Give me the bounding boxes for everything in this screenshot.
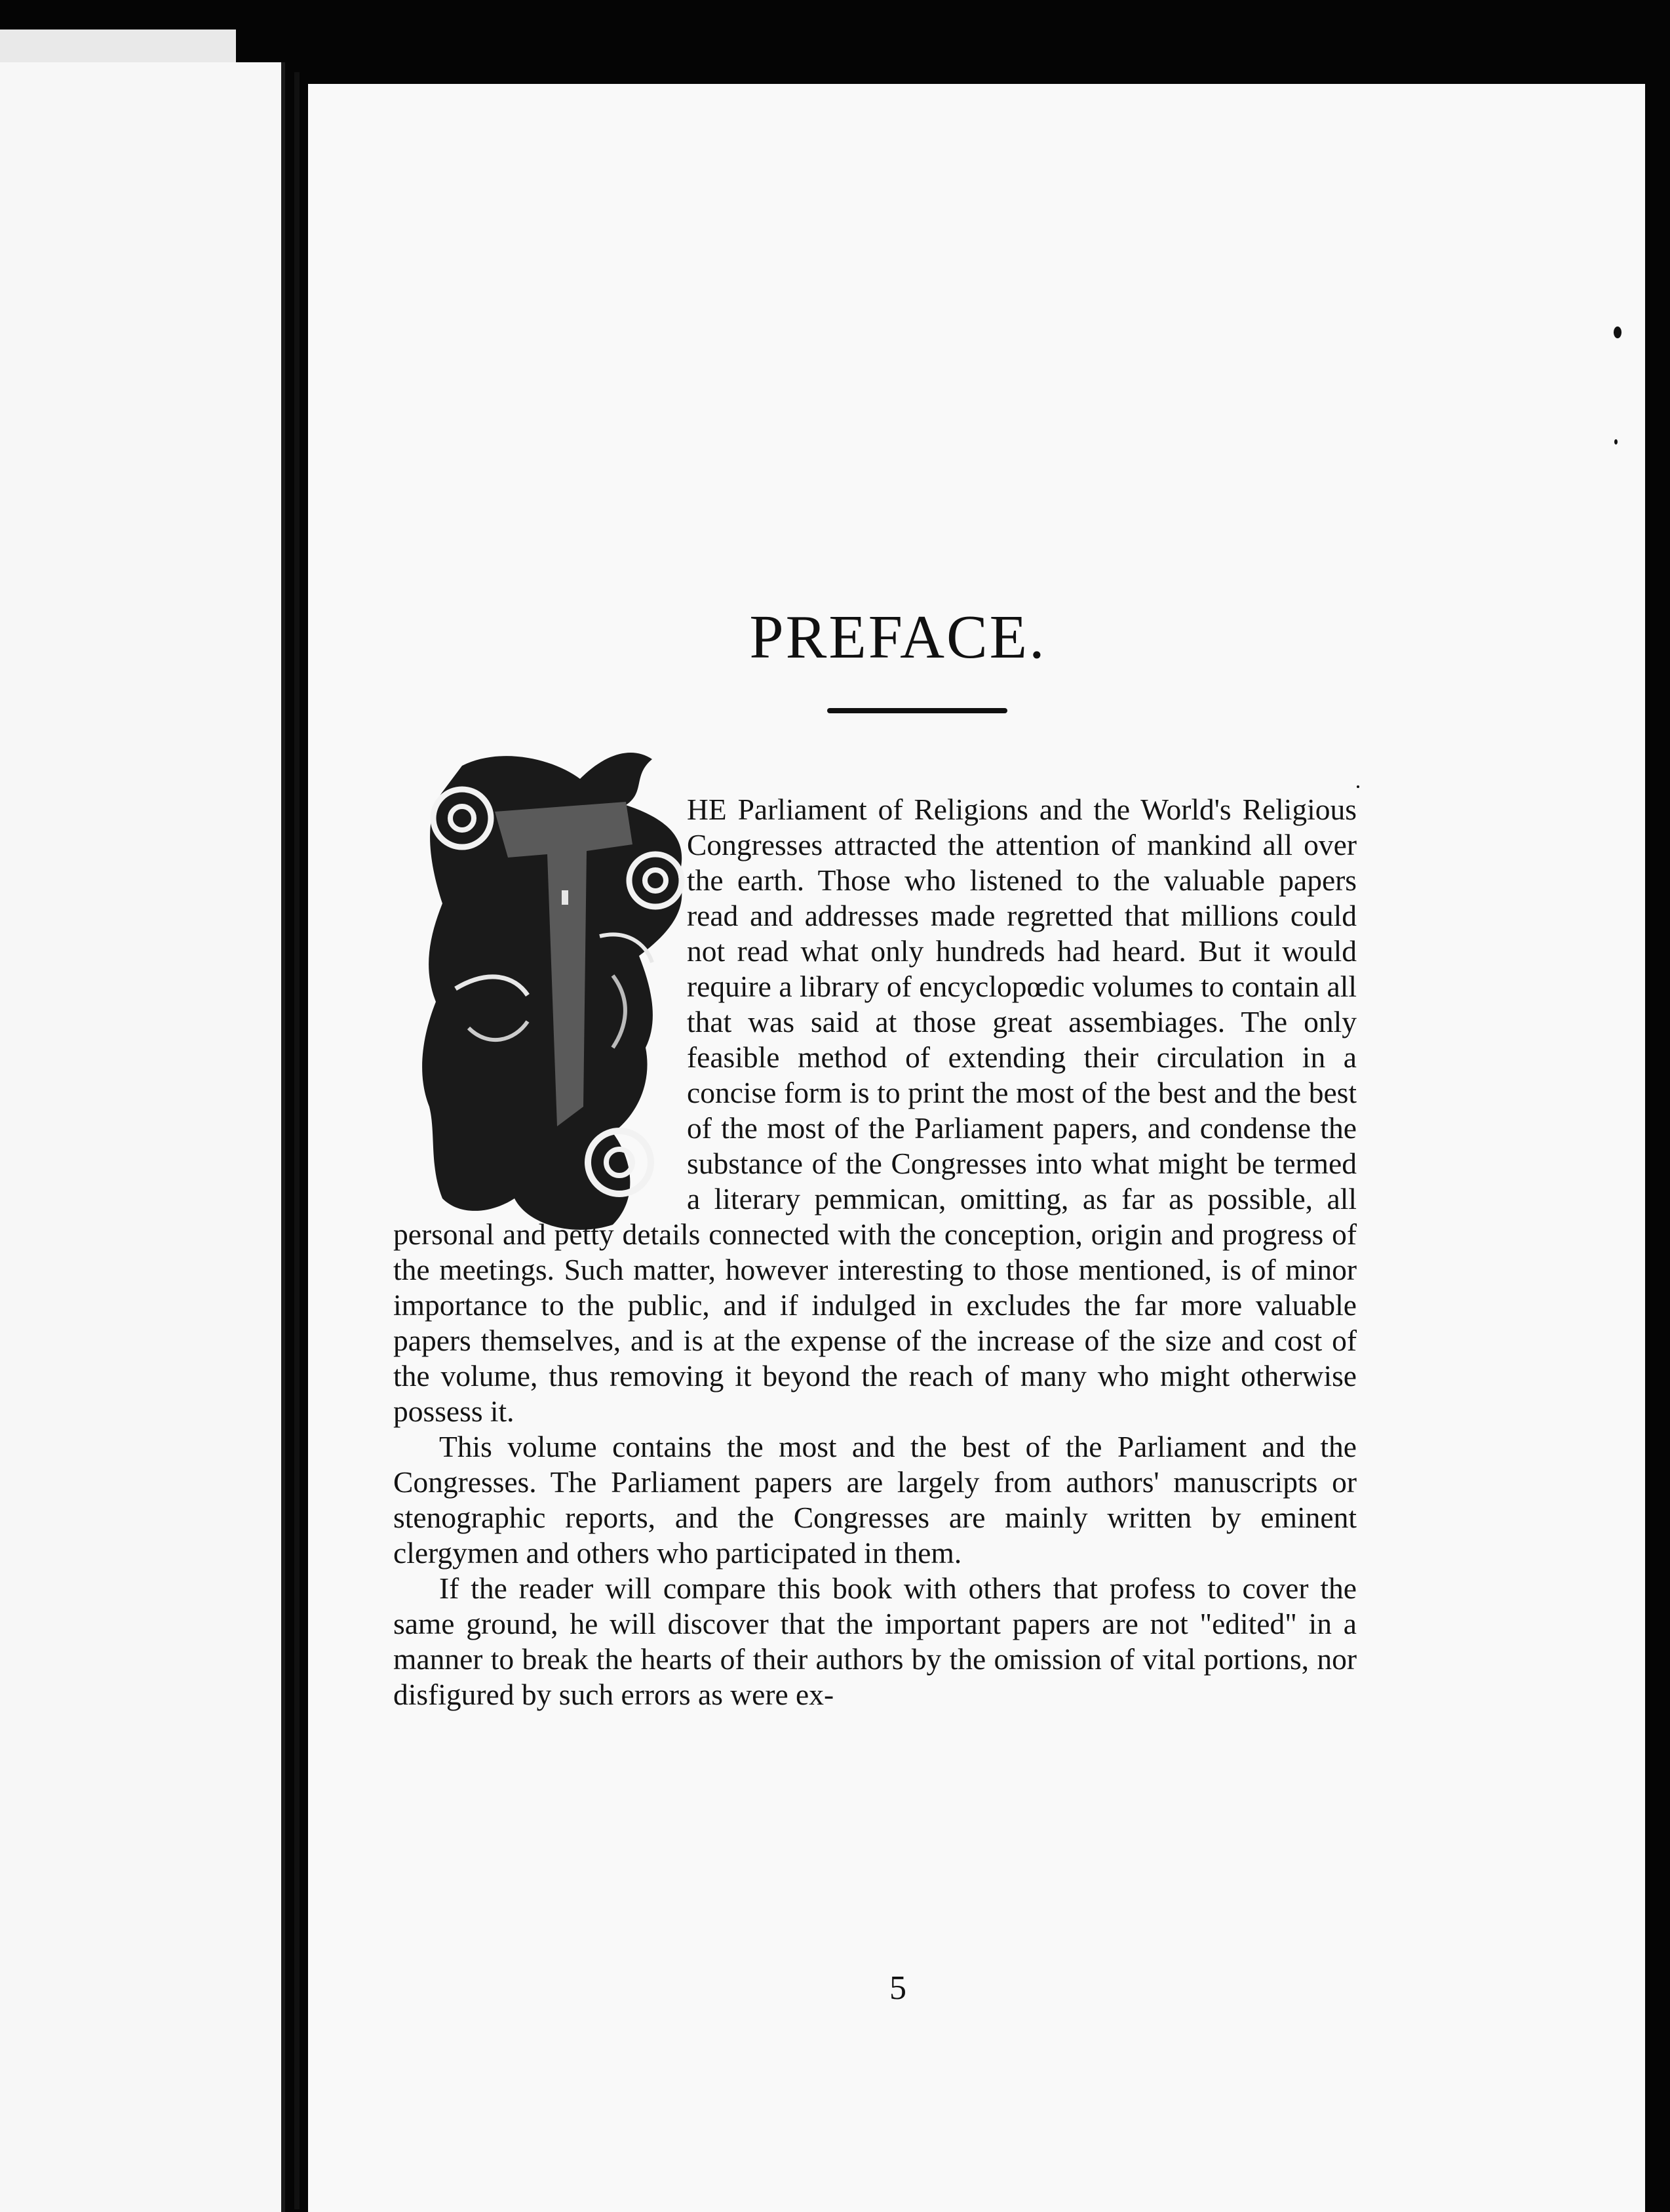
book-gutter — [294, 72, 300, 2209]
second-paragraph: This volume contains the most and the best of the Parliament and the Congresses. The Parliament papers are largely from authors' manuscripts or stenographic reports, and the Congresses are mainly written by eminent clergymen and others who participated in them. — [393, 1430, 1357, 1570]
page-title: PREFACE. — [749, 603, 1047, 671]
ink-speck — [1357, 785, 1359, 788]
ink-speck — [1614, 439, 1618, 444]
first-paragraph — [393, 792, 1357, 1429]
page-number: 5 — [889, 1969, 906, 2007]
preface-page — [308, 84, 1645, 2212]
preface-body — [393, 792, 1357, 1712]
left-blank-page — [0, 62, 285, 2212]
title-rule — [827, 708, 1007, 713]
ink-speck — [1614, 326, 1621, 338]
third-paragraph: If the reader will compare this book with others that profess to cover the same ground, he will discover that the important papers are not "edited" in a manner to break the hearts of their authors by the omission of vital portions, nor disfigured by such errors as were ex- — [393, 1571, 1357, 1711]
first-paragraph-text: HE Parliament of Religions and the World's Religious Congresses attracted the attention of mankind all over the earth. Those who listened to the valuable papers read and addresses made regretted that millions could not read what only hundreds had heard. But it would require a library of encyclopœdic volumes to contain all that was said at those great assembiages. The only feasible method of extending their circulation in a concise form is to print the most of the best and the best of the most of the Parliament papers, and condense the substance of the Congresses into what might be termed a literary pemmican, omitting, as far as possible, all personal and petty details connected with the conception, origin and progress of the meetings. Such matter, however interesting to those mentioned, is of minor importance to the public, and if indulged in excludes the far more valuable papers themselves, and is at the expense of the increase of the size and cost of the volume, thus removing it beyond the reach of many who might otherwise possess it. — [393, 793, 1357, 1428]
